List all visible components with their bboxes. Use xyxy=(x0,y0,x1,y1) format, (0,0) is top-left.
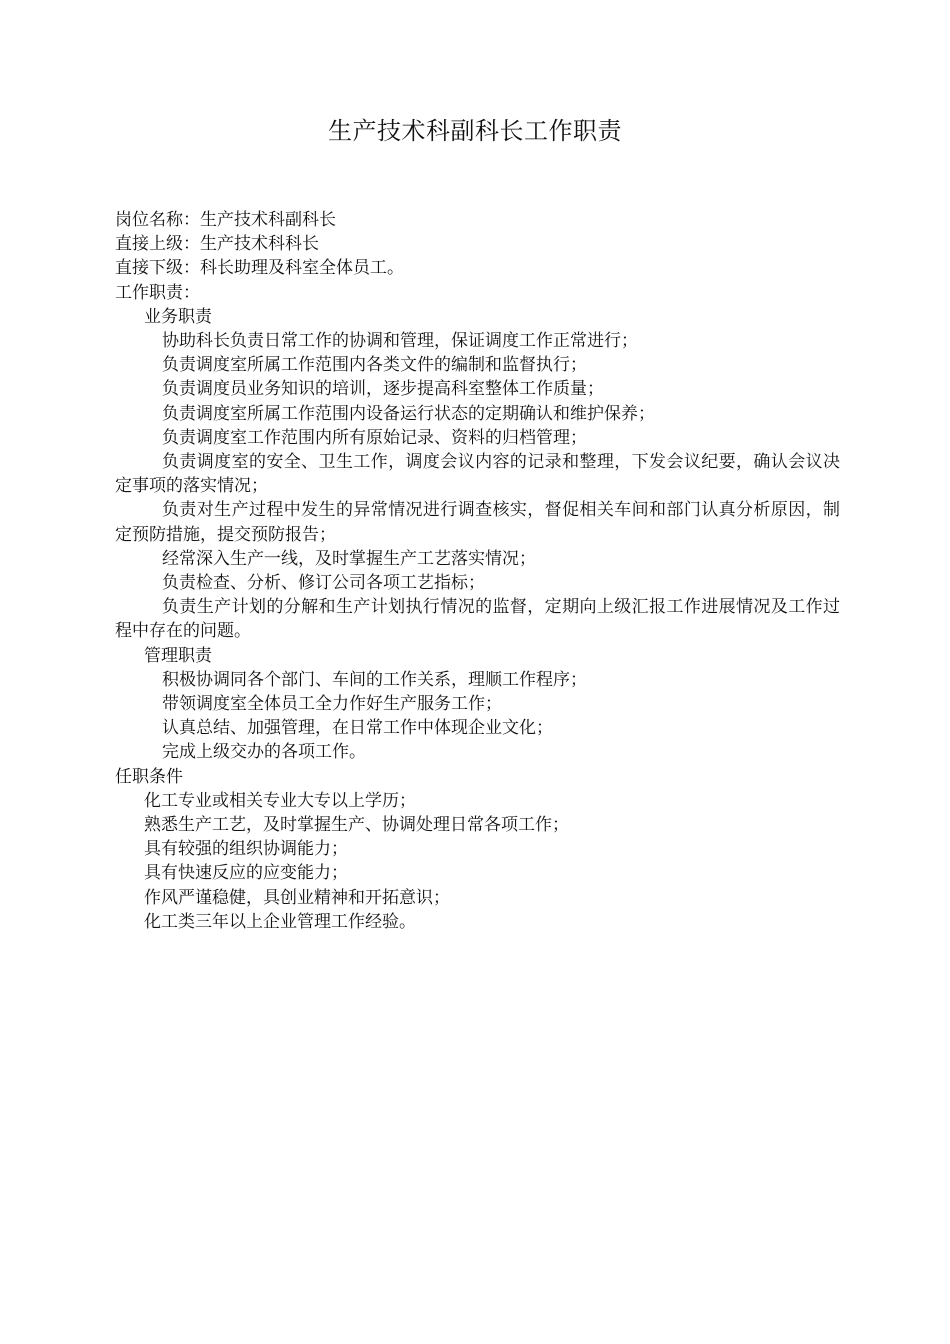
business-duty-item: 负责对生产过程中发生的异常情况进行调查核实，督促相关车间和部门认真分析原因，制定预防措施，提交预防报告； xyxy=(115,500,840,545)
business-duty-item: 协助科长负责日常工作的协调和管理，保证调度工作正常进行； xyxy=(162,331,638,352)
qualification-item: 熟悉生产工艺，及时掌握生产、协调处理日常各项工作； xyxy=(144,815,569,836)
document-title: 生产技术科副科长工作职责 xyxy=(328,117,622,145)
qualifications-heading: 任职条件 xyxy=(115,766,183,787)
qualification-item: 具有快速反应的应变能力； xyxy=(144,863,348,884)
qualification-item: 化工类三年以上企业管理工作经验。 xyxy=(144,911,416,932)
business-duty-item: 负责调度室所属工作范围内各类文件的编制和监督执行； xyxy=(162,355,587,376)
business-duty-item: 负责调度室工作范围内所有原始记录、资料的归档管理； xyxy=(162,427,587,448)
management-duty-item: 积极协调同各个部门、车间的工作关系，理顺工作程序； xyxy=(162,669,587,690)
business-duty-item: 负责调度员业务知识的培训，逐步提高科室整体工作质量； xyxy=(162,379,604,400)
management-duty-item: 带领调度室全体员工全力作好生产服务工作； xyxy=(162,694,502,715)
qualification-item: 作风严谨稳健，具创业精神和开拓意识； xyxy=(144,887,450,908)
management-duty-item: 认真总结、加强管理，在日常工作中体现企业文化； xyxy=(162,718,553,739)
document-body xyxy=(115,208,840,934)
management-duty-item: 完成上级交办的各项工作。 xyxy=(162,742,366,763)
business-duty-item: 负责调度室所属工作范围内设备运行状态的定期确认和维护保养； xyxy=(162,403,655,424)
business-duties-heading: 业务职责 xyxy=(144,306,212,327)
field-position-name: 岗位名称：生产技术科副科长 xyxy=(115,210,336,230)
field-direct-subordinate: 直接下级：科长助理及科室全体员工。 xyxy=(115,258,404,279)
business-duty-item: 负责生产计划的分解和生产计划执行情况的监督，定期向上级汇报工作进展情况及工作过程中存在的问题。 xyxy=(115,597,840,642)
duties-heading: 工作职责： xyxy=(115,282,200,303)
business-duty-item: 经常深入生产一线，及时掌握生产工艺落实情况； xyxy=(162,548,536,569)
qualification-item: 化工专业或相关专业大专以上学历； xyxy=(144,790,416,811)
qualification-item: 具有较强的组织协调能力； xyxy=(144,839,348,860)
business-duty-item: 负责调度室的安全、卫生工作，调度会议内容的记录和整理，下发会议纪要，确认会议决定事项的落实情况； xyxy=(115,452,840,497)
management-duties-heading: 管理职责 xyxy=(144,645,212,666)
field-direct-superior: 直接上级：生产技术科科长 xyxy=(115,234,319,255)
business-duty-item: 负责检查、分析、修订公司各项工艺指标； xyxy=(162,573,485,594)
